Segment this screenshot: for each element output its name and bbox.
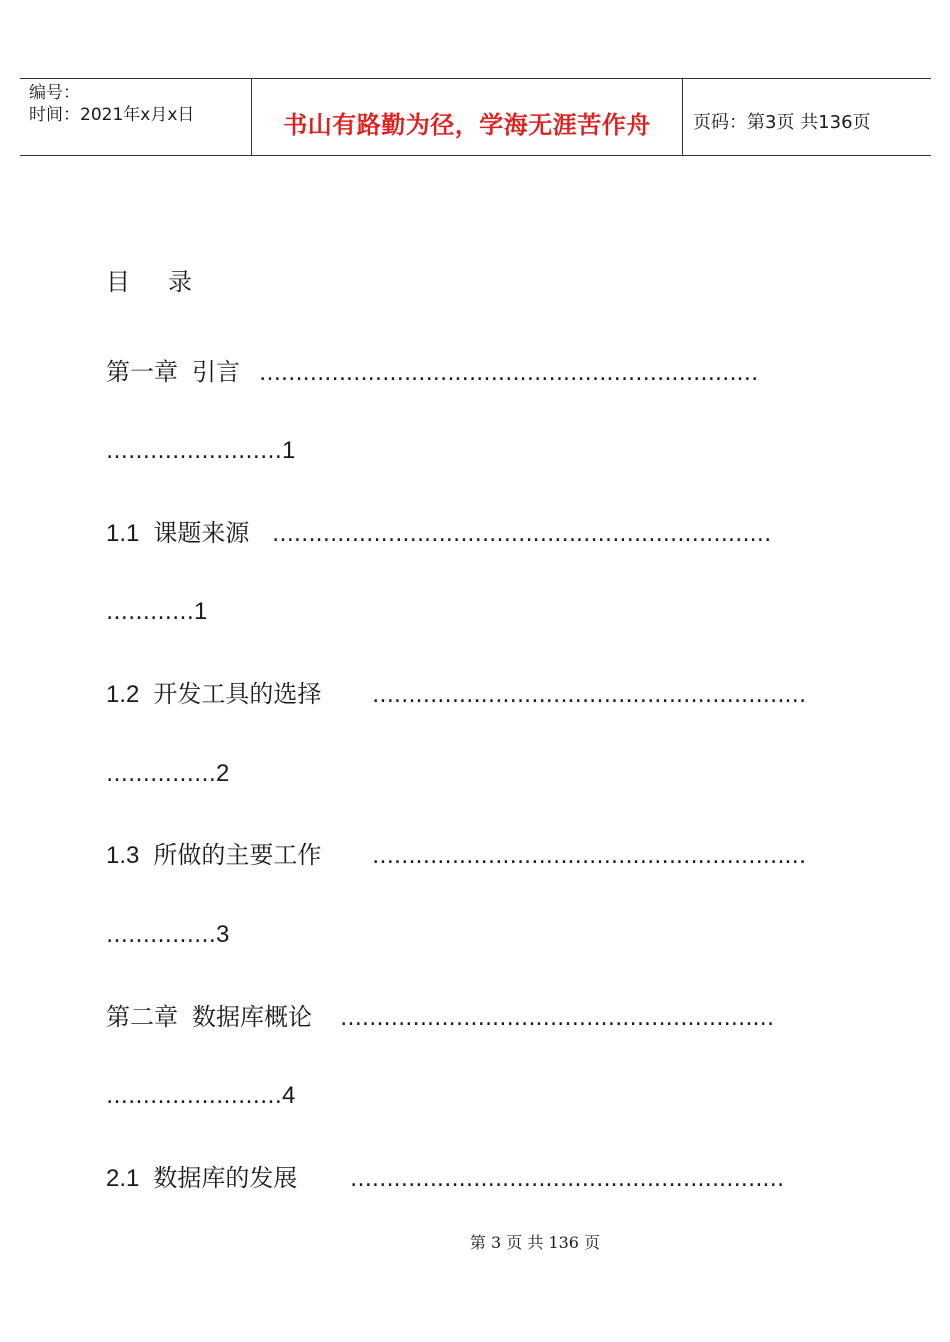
toc-page-number: 4 [282,1082,296,1109]
page-header [20,78,931,156]
toc-leader-dots: …………………………………………………… [372,844,807,869]
toc-entry-title: 数据库概论 [192,1003,312,1031]
toc-leader-dots: …………………………………………………… [350,1167,785,1192]
toc-entry[interactable] [106,1163,838,1194]
toc-entry-number: 第一章 [106,358,178,386]
toc-entry[interactable] [106,840,838,871]
header-meta-cell [20,79,252,155]
toc-leader-dots: …………………… [106,1084,282,1109]
toc-entry-number: 1.2 [106,681,140,708]
toc-page-number: 2 [216,760,230,787]
page-footer: 第 3 页 共 136 页 [469,1233,601,1252]
header-motto-cell [252,79,683,155]
toc-page-number: 3 [216,921,230,948]
toc-entry-continuation [106,759,229,790]
toc-leader-dots: …………………………………………………… [340,1006,775,1031]
toc-entry-title: 开发工具的选择 [153,680,322,708]
toc-entry-number: 1.3 [106,842,140,869]
document-number: 编号： [29,83,80,103]
toc-entry-continuation [106,597,207,628]
header-page-cell [683,79,931,155]
toc-entry-number: 2.1 [106,1165,140,1192]
toc-entry-title: 引言 [192,358,240,386]
toc-leader-dots: …………………………………………………………… [259,361,759,386]
toc-leader-dots: …………………………………………………………… [272,522,772,547]
toc-entry-title: 所做的主要工作 [153,841,322,869]
toc-leader-dots: …………… [106,762,216,787]
toc-leader-dots: …………………………………………………… [372,683,807,708]
header-motto: 书山有路勤为径，学海无涯苦作舟 [283,111,651,139]
toc-title-left: 目 [106,268,130,296]
toc-entry-title: 课题来源 [153,519,250,547]
toc-entry[interactable] [106,357,826,387]
toc-entry[interactable] [106,1002,826,1032]
toc-entry-continuation [106,920,229,951]
toc-page-number: 1 [282,437,296,464]
toc-entry-number: 1.1 [106,520,140,547]
toc-title-right: 录 [168,268,192,296]
toc-leader-dots: ………… [106,600,194,625]
header-page-code: 页码：第3页 共136页 [693,112,871,133]
toc-entry-continuation [106,1081,295,1112]
toc-leader-dots: …………………… [106,439,282,464]
toc-page-number: 1 [194,598,208,625]
toc-title [106,262,192,297]
toc-leader-dots: …………… [106,923,216,948]
toc-entry-number: 第二章 [106,1003,178,1031]
toc-entry-continuation [106,436,295,467]
toc-entry-title: 数据库的发展 [153,1164,298,1192]
document-date: 时间：2021年x月x日 [29,105,195,125]
toc-entry[interactable] [106,679,838,710]
toc-entry[interactable] [106,518,838,549]
